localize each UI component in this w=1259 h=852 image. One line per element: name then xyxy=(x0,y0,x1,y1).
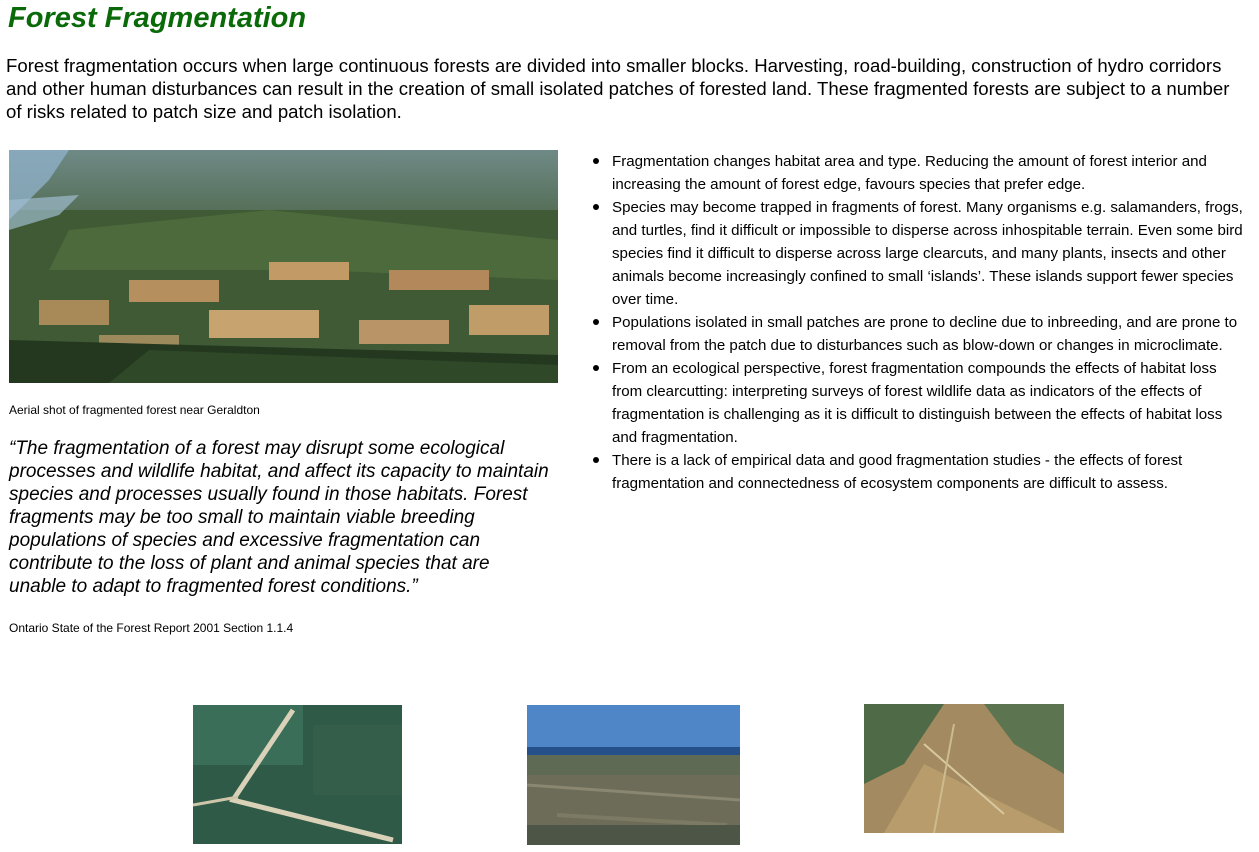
list-item: Species may become trapped in fragments of forest. Many organisms e.g. salamanders, frogs, and turtles, find it difficult or impossible to disperse across inhospitable terrain. Even some bird species find it difficult to disperse across large clearcuts, and many plants, insects and other animals become increasingly confined to small ‘islands’. These islands support fewer species over time. xyxy=(593,196,1243,311)
list-item: There is a lack of empirical data and good fragmentation studies - the effects of forest fragmentation and connectedness of ecosystem components are difficult to assess. xyxy=(593,449,1243,495)
fragmentation-effects-list xyxy=(593,150,1243,495)
page-title: Forest Fragmentation xyxy=(8,2,307,34)
cleared-landscape-photo xyxy=(527,705,740,845)
quote-source: Ontario State of the Forest Report 2001 Section 1.1.4 xyxy=(9,621,294,635)
intro-paragraph: Forest fragmentation occurs when large continuous forests are divided into smaller blocks. Harvesting, road-building, construction of hydro corridors and other human disturbances can result in the creation of small isolated patches of forested land. These fragmented forests are subject to a number of risks related to patch size and patch isolation. xyxy=(6,55,1230,122)
photo-caption: Aerial shot of fragmented forest near Geraldton xyxy=(9,403,260,417)
list-item: From an ecological perspective, forest fragmentation compounds the effects of habitat loss from clearcutting: interpreting surveys of forest wildlife data as indicators of the effects of fragmentation is challenging as it is difficult to distinguish between the effects of habitat loss and fragmentation. xyxy=(593,357,1243,449)
quote-text: “The fragmentation of a forest may disrupt some ecological processes and wildlife habitat, and affect its capacity to maintain species and processes usually found in those habitats. Forest fragments may be too small to maintain viable breeding populations of species and excessive fragmentation can contribute to the loss of plant and animal species that are unable to adapt to fragmented forest conditions.” xyxy=(9,438,549,597)
list-item: Fragmentation changes habitat area and type. Reducing the amount of forest interior and increasing the amount of forest edge, favours species that prefer edge. xyxy=(593,150,1243,196)
aerial-photo-geraldton xyxy=(9,150,558,383)
clearcut-aerial-photo xyxy=(864,704,1064,833)
road-through-forest-photo xyxy=(193,705,402,844)
list-item: Populations isolated in small patches are prone to decline due to inbreeding, and are prone to removal from the patch due to disturbances such as blow-down or changes in microclimate. xyxy=(593,311,1243,357)
